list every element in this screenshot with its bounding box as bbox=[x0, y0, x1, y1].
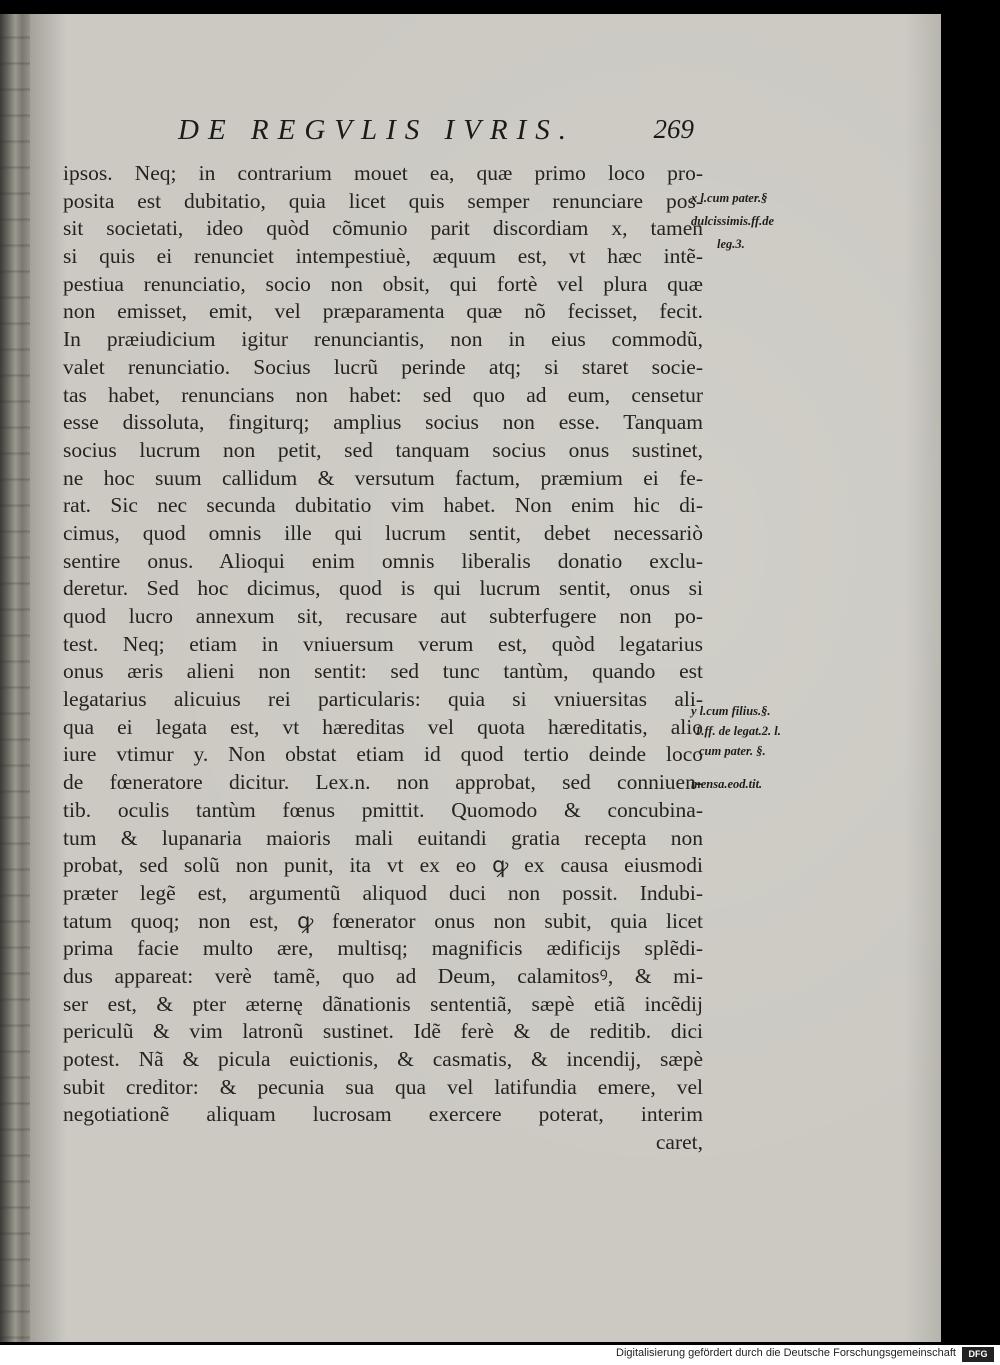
text-line: tib. oculis tantùm fœnus pmittit. Quomodo & concubina- bbox=[63, 797, 703, 822]
text-line: sit societati, ideo quòd cõmunio parit discordiam x, tamen bbox=[63, 216, 703, 241]
catchword-line: caret, bbox=[655, 1130, 703, 1155]
margin-note: y l.cum filius.§. bbox=[691, 704, 771, 718]
text-line: cimus, quod omnis ille qui lucrum sentit, debet necessariò bbox=[63, 520, 703, 545]
dfg-logo: DFG bbox=[962, 1347, 994, 1362]
text-line: de fœneratore dicitur. Lex.n. non approbat, sed conniuen- bbox=[63, 770, 703, 795]
text-line: ipsos. Neq; in contrarium mouet ea, quæ primo loco pro- bbox=[63, 161, 703, 185]
text-line: negotiationẽ aliquam lucrosam exercere poterat, interim bbox=[63, 1102, 703, 1127]
text-line: dus appareat: verè tamẽ, quo ad Deum, calamitosꝰ, & mi- bbox=[63, 963, 703, 988]
text-line: qua ei legata est, vt hæreditas vel quota hæreditatis, alio bbox=[63, 714, 703, 739]
text-line: legatarius alicuius rei particularis: quia si vniuersitas ali- bbox=[63, 687, 703, 712]
text-line: iure vtimur y. Non obstat etiam id quod tertio deinde loco bbox=[63, 742, 703, 767]
text-line: ser est, & pter æternę dãnationis sententiã, sæpè etiã incẽdij bbox=[63, 991, 703, 1016]
text-line: periculũ & vim latronũ sustinet. Idẽ ferè & de reditib. dici bbox=[63, 1019, 703, 1044]
page-header bbox=[178, 114, 698, 154]
margin-note: leg.3. bbox=[717, 237, 745, 251]
text-line: In præiudicium igitur renunciantis, non in eius commodũ, bbox=[63, 327, 703, 352]
margin-note: x l.cum pater.§ bbox=[691, 191, 768, 205]
page-number: 269 bbox=[653, 114, 694, 144]
text-line: potest. Nã & picula euictionis, & casmatis, & incendij, sæpè bbox=[63, 1047, 703, 1071]
text-line: pestiua renunciatio, socio non obsit, qui fortè vel plura quæ bbox=[63, 271, 703, 296]
book-page bbox=[30, 14, 941, 1342]
margin-note: cum pater. §. bbox=[699, 744, 766, 758]
text-line: tum & lupanaria maioris mali euitandi gratia recepta non bbox=[63, 825, 703, 850]
text-line: tas habet, renuncians non habet: sed quo ad eum, censetur bbox=[63, 382, 703, 407]
margin-note: dulcissimis.ff.de bbox=[691, 214, 775, 228]
text-line: quod lucro annexum sit, recusare aut subterfugere non po- bbox=[63, 604, 703, 628]
text-line: ne hoc suum callidum & versutum factum, præmium ei fe- bbox=[63, 465, 703, 490]
running-head: DE REGVLIS IVRIS. bbox=[178, 114, 576, 146]
text-line: præter legẽ est, argumentũ aliquod duci non possit. Indubi- bbox=[63, 880, 703, 905]
margin-note: 1.ff. de legat.2. l. bbox=[695, 724, 781, 738]
body-text bbox=[63, 160, 703, 1157]
text-line: sentire onus. Alioqui enim omnis liberalis donatio exclu- bbox=[63, 548, 703, 573]
text-line: esse dissoluta, fingiturq; amplius socius non esse. Tanquam bbox=[63, 410, 703, 435]
text-line: prima facie multo ære, multisq; magnificis ædificijs splẽdi- bbox=[63, 936, 703, 961]
text-line: si quis ei renunciet intempestiuè, æquum est, vt hæc intẽ- bbox=[63, 244, 703, 269]
text-line: posita est dubitatio, quia licet quis semper renunciare pos- bbox=[63, 188, 703, 213]
text-line: socius lucrum non petit, sed tanquam socius onus sustinet, bbox=[63, 437, 703, 462]
text-line: non emisset, emit, vel præparamenta quæ nõ fecisset, fecit. bbox=[63, 299, 703, 324]
text-line: probat, sed solũ non punit, ita vt ex eo ꝙ ex causa eiusmodi bbox=[63, 853, 703, 878]
text-line: onus æris alieni non sentit: sed tunc tantùm, quando est bbox=[63, 659, 703, 684]
book-spine-edge bbox=[0, 14, 34, 1342]
text-line: test. Neq; etiam in vniuersum verum est, quòd legatarius bbox=[63, 631, 703, 656]
text-line: tatum quoq; non est, ꝙ fœnerator onus non subit, quia licet bbox=[63, 908, 703, 933]
margin-note: mensa.eod.tit. bbox=[691, 777, 763, 791]
text-line: rat. Sic nec secunda dubitatio vim habet. Non enim hic di- bbox=[63, 493, 703, 518]
text-line: deretur. Sed hoc dicimus, quod is qui lucrum sentit, onus si bbox=[63, 576, 703, 601]
text-line: subit creditor: & pecunia sua qua vel latifundia emere, vel bbox=[63, 1074, 703, 1099]
text-line: valet renunciatio. Socius lucrũ perinde atq; si staret socie- bbox=[63, 354, 703, 379]
funding-notice: Digitalisierung gefördert durch die Deutsche Forschungsgemeinschaft bbox=[616, 1347, 956, 1359]
